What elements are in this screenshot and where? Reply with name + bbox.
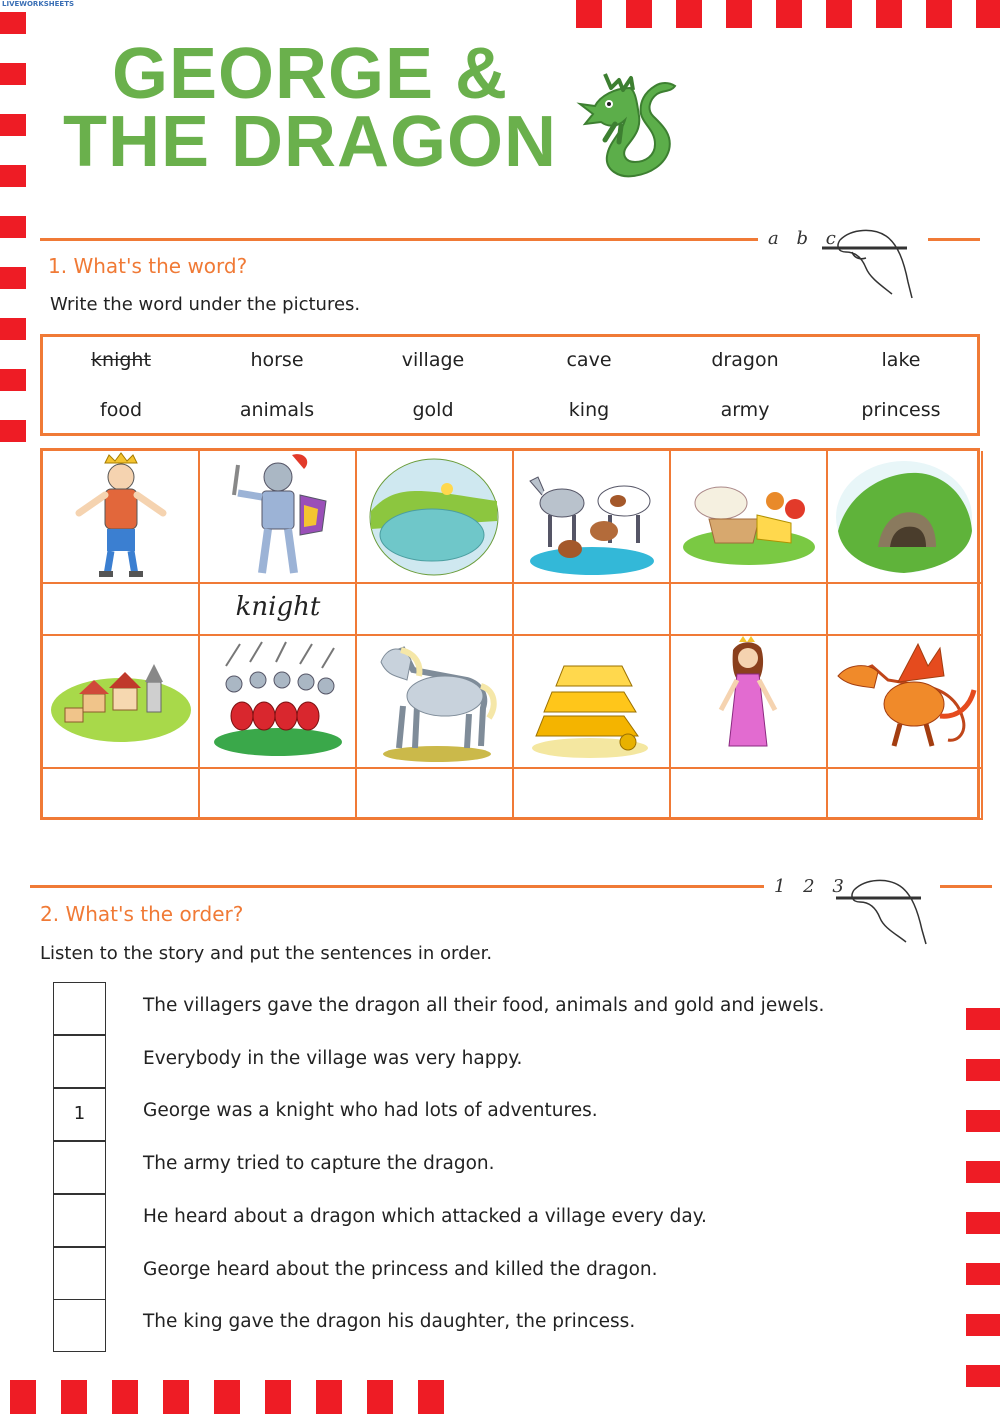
section2-rule-left xyxy=(30,885,764,888)
border-stripe xyxy=(826,0,852,28)
horse-picture xyxy=(357,636,512,766)
village-picture-cell xyxy=(43,636,200,769)
border-stripe xyxy=(926,0,952,28)
border-stripe xyxy=(0,369,26,391)
order-sentence: Everybody in the village was very happy. xyxy=(143,1048,523,1069)
order-number-box[interactable]: 1 xyxy=(53,1088,106,1141)
border-stripe xyxy=(966,1161,1000,1183)
border-stripe xyxy=(726,0,752,28)
word-dragon: dragon xyxy=(711,349,779,371)
cave-picture-cell xyxy=(828,451,983,584)
word-army: army xyxy=(720,399,770,421)
border-stripe xyxy=(163,1380,189,1414)
brand-logo: LIVEWORKSHEETS xyxy=(2,0,75,8)
princess-picture-cell xyxy=(671,636,828,769)
page-title xyxy=(60,34,560,182)
order-sentence: The king gave the dragon his daughter, the princess. xyxy=(143,1311,636,1332)
border-stripe xyxy=(0,114,26,136)
border-stripe xyxy=(966,1110,1000,1132)
word-gold: gold xyxy=(412,399,454,421)
border-stripe xyxy=(0,216,26,238)
order-number-box[interactable] xyxy=(53,1141,106,1194)
food-picture-cell xyxy=(671,451,828,584)
border-stripe xyxy=(966,1314,1000,1336)
lake-picture-cell xyxy=(357,451,514,584)
word-bank xyxy=(40,334,980,436)
knight-picture xyxy=(200,451,355,581)
dragon-icon xyxy=(575,68,685,183)
border-stripe xyxy=(0,420,26,442)
word-king: king xyxy=(568,399,610,421)
order-number-box[interactable] xyxy=(53,1247,106,1300)
horse-picture-cell xyxy=(357,636,514,769)
order-sentence: The army tried to capture the dragon. xyxy=(143,1153,495,1174)
dragon-picture-cell xyxy=(828,636,983,769)
word-cave: cave xyxy=(566,349,612,371)
order-sentence: He heard about a dragon which attacked a village every day. xyxy=(143,1206,707,1227)
answer-cell[interactable] xyxy=(828,584,983,636)
picture-grid xyxy=(40,448,980,820)
section1-rule-left xyxy=(40,238,758,241)
order-number-box[interactable] xyxy=(53,1035,106,1088)
border-stripe xyxy=(265,1380,291,1414)
section2-instruction: Listen to the story and put the sentences in order. xyxy=(40,943,493,964)
answer-text: knight xyxy=(235,592,321,622)
order-sentence: George heard about the princess and killed the dragon. xyxy=(143,1259,658,1280)
army-picture-cell xyxy=(200,636,357,769)
word-food: food xyxy=(100,399,142,421)
border-stripe xyxy=(10,1380,36,1414)
king-picture xyxy=(43,451,198,581)
border-stripe xyxy=(876,0,902,28)
border-stripe xyxy=(367,1380,393,1414)
section1-rule-right xyxy=(928,238,980,241)
answer-cell[interactable] xyxy=(200,584,357,636)
answer-cell[interactable] xyxy=(43,769,200,820)
animals-picture xyxy=(514,451,669,581)
cave-picture xyxy=(828,451,978,581)
border-stripe xyxy=(966,1059,1000,1081)
border-stripe xyxy=(0,267,26,289)
word-horse: horse xyxy=(250,349,304,371)
princess-picture xyxy=(671,636,826,766)
word-princess: princess xyxy=(861,399,941,421)
dragon-picture xyxy=(828,636,978,766)
border-stripe xyxy=(776,0,802,28)
gold-picture xyxy=(514,636,669,766)
border-stripe xyxy=(418,1380,444,1414)
word-lake: lake xyxy=(881,349,921,371)
answer-cell[interactable] xyxy=(671,584,828,636)
section1-instruction: Write the word under the pictures. xyxy=(50,294,361,315)
border-stripe xyxy=(976,0,1000,28)
border-stripe xyxy=(576,0,602,28)
king-picture-cell xyxy=(43,451,200,584)
section2-rule-right xyxy=(940,885,992,888)
answer-cell[interactable] xyxy=(200,769,357,820)
title-line-2: THE DRAGON xyxy=(63,102,557,182)
title-line-1: GEORGE & xyxy=(111,34,509,114)
border-stripe xyxy=(0,318,26,340)
word-knight: knight xyxy=(91,349,151,371)
knight-picture-cell xyxy=(200,451,357,584)
border-stripe xyxy=(61,1380,87,1414)
order-sentence: George was a knight who had lots of adventures. xyxy=(143,1100,598,1121)
border-stripe xyxy=(966,1263,1000,1285)
answer-cell[interactable] xyxy=(671,769,828,820)
border-stripe xyxy=(0,165,26,187)
answer-cell[interactable] xyxy=(357,584,514,636)
section1-heading: 1. What's the word? xyxy=(48,254,248,278)
answer-cell[interactable] xyxy=(514,769,671,820)
hint-numbers-123: 1 2 3 xyxy=(774,876,850,897)
border-stripe xyxy=(112,1380,138,1414)
hint-letters-abc: a b c xyxy=(768,228,842,249)
border-stripe xyxy=(676,0,702,28)
answer-cell[interactable] xyxy=(43,584,200,636)
village-picture xyxy=(43,636,198,766)
writing-hand-icon xyxy=(826,868,936,946)
answer-cell[interactable] xyxy=(357,769,514,820)
writing-hand-icon xyxy=(812,222,922,300)
food-picture xyxy=(671,451,826,581)
border-stripe xyxy=(0,63,26,85)
gold-picture-cell xyxy=(514,636,671,769)
border-stripe xyxy=(214,1380,240,1414)
border-stripe xyxy=(966,1008,1000,1030)
border-stripe xyxy=(966,1212,1000,1234)
order-number-box[interactable] xyxy=(53,982,106,1035)
order-sentence: The villagers gave the dragon all their food, animals and gold and jewels. xyxy=(143,995,825,1016)
order-number-box[interactable] xyxy=(53,1194,106,1247)
army-picture xyxy=(200,636,355,766)
border-stripe xyxy=(966,1365,1000,1387)
border-stripe xyxy=(626,0,652,28)
order-number-box[interactable] xyxy=(53,1299,106,1352)
section2-heading: 2. What's the order? xyxy=(40,902,244,926)
answer-cell[interactable] xyxy=(828,769,983,820)
border-stripe xyxy=(316,1380,342,1414)
answer-cell[interactable] xyxy=(514,584,671,636)
border-stripe xyxy=(0,12,26,34)
word-animals: animals xyxy=(239,399,315,421)
word-village: village xyxy=(401,349,465,371)
animals-picture-cell xyxy=(514,451,671,584)
lake-picture xyxy=(357,451,512,581)
